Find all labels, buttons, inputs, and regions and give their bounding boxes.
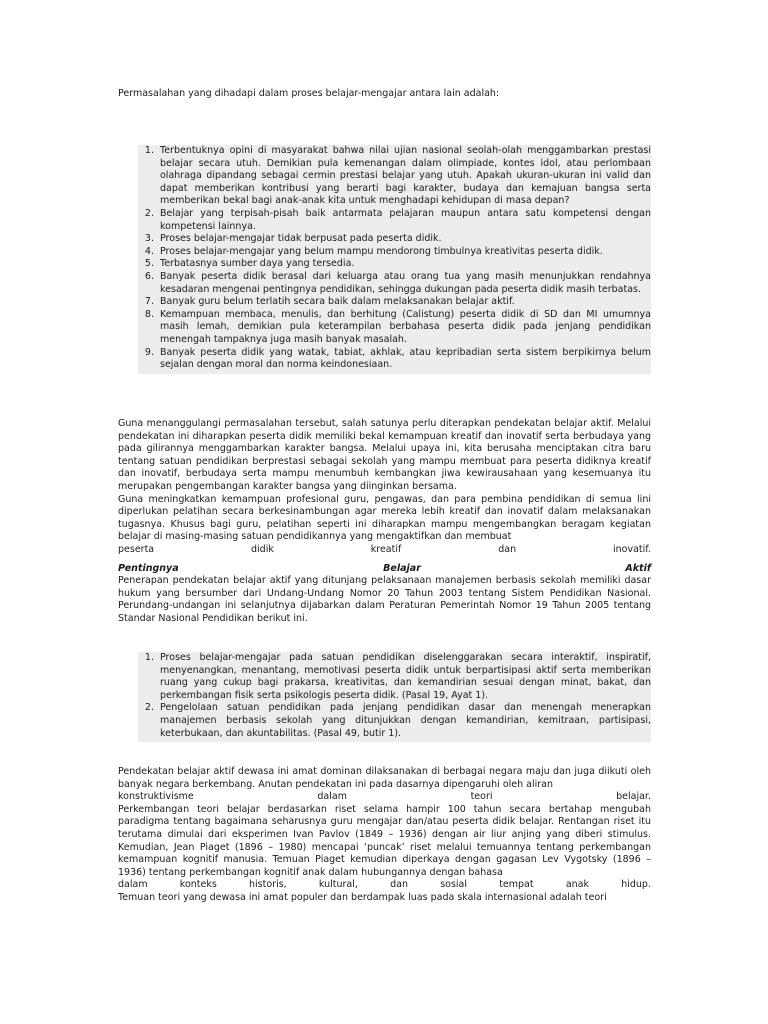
word: dalam: [118, 879, 148, 891]
paragraph: Penerapan pendekatan belajar aktif yang ditunjang pelaksanaan manajemen berbasis sekolah memiliki dasar hukum yang bersumber dari Undang-Undang Nomor 20 Tahun 2003 tentang Sistem Pendidikan Nasional. Perundang-undangan ini selanjutnya dijabarkan dalam Peraturan Pemerintah Nomor 19 Tahun 2005 tentang Standar Nasional Pendidikan berikut ini.: [118, 575, 651, 624]
list-number: 6.: [144, 270, 154, 282]
word: historis,: [249, 879, 287, 891]
paragraph: Perkembangan teori belajar berdasarkan riset selama hampir 100 tahun secara bertahap mengubah paradigma tentang bagaimana seharusnya guru mengajar dan/atau peserta didik belajar. Rentangan riset itu terutama dimulai dari eksperimen Ivan Pavlov (1849 – 1936) dengan air liur anjing yang diberi stimulus. Kemudian, Jean Piaget (1896 – 1980) mencapai ‘puncak’ riset melalui temuannya tentang perkembangan kemampuan kognitif manusia. Temuan Piaget kemudian diperkaya dengan gagasan Lev Vygotsky (1896 – 1936) tentang perkembangan kognitif anak dalam hubungannya dengan bahasa: [118, 803, 651, 878]
word: inovatif.: [612, 543, 651, 555]
word: anak: [565, 879, 589, 891]
list-item: [138, 145, 651, 208]
heading-word: Pentingnya: [118, 562, 179, 574]
list-number: 3.: [144, 233, 154, 245]
list-text: Banyak peserta didik yang watak, tabiat, akhlak, atau kepribadian serta sistem berpikirnya belum sejalan dengan moral dan norma keindonesiaan.: [160, 346, 651, 371]
word: peserta: [118, 543, 155, 555]
justified-last-line: [118, 879, 651, 892]
word: sosial: [440, 879, 467, 891]
list-number: 7.: [144, 296, 154, 308]
heading-word: Belajar: [383, 562, 421, 574]
word: hidup.: [621, 879, 651, 891]
paragraph: Pendekatan belajar aktif dewasa ini amat dominan dilaksanakan di berbagai negara maju dan juga diikuti oleh banyak negara berkembang. Anutan pendekatan ini pada dasarnya dipengaruhi oleh aliran: [118, 766, 651, 790]
justified-last-line: [118, 544, 651, 557]
list-item: [138, 208, 651, 233]
heading-word: Aktif: [625, 562, 651, 574]
list-text: Banyak guru belum terlatih secara baik dalam melaksanakan belajar aktif.: [160, 296, 515, 308]
word: kreatif: [370, 543, 402, 555]
list-number: 8.: [144, 308, 154, 320]
list-item: [138, 233, 651, 246]
problem-list: [138, 145, 651, 374]
word: didik: [251, 543, 274, 555]
word: kultural,: [318, 879, 358, 891]
word: dan: [390, 879, 408, 891]
list-item: [138, 702, 651, 740]
list-number: 4.: [144, 245, 154, 257]
list-text: Belajar yang terpisah-pisah baik antarmata pelajaran maupun antara satu kompetensi dengan kompetensi lainnya.: [160, 207, 651, 232]
word: konteks: [179, 879, 217, 891]
justified-last-line: [118, 791, 651, 804]
paragraph: Temuan teori yang dewasa ini amat populer dan berdampak luas pada skala internasional adalah teori: [118, 891, 607, 903]
list-number: 5.: [144, 258, 154, 270]
paragraph: Guna menanggulangi permasalahan tersebut, salah satunya perlu diterapkan pendekatan belajar aktif. Melalui pendekatan ini diharapkan peserta didik memiliki bekal kemampuan kreatif dan inovatif serta berbudaya yang pada gilirannya menggambarkan karakter bangsa. Melalui upaya ini, kita berusaha menciptakan citra baru tentang satuan pendidikan berprestasi sebagai sekolah yang mampu membuat para peserta didiknya kreatif dan inovatif, berbudaya serta mampu menumbuh kembangkan jiwa kewirausahaan yang kesemuanya itu merupakan pengembangan karakter bangsa yang diinginkan bersama.: [118, 418, 651, 492]
list-item: [138, 258, 651, 271]
section-heading: [118, 563, 651, 576]
list-item: [138, 271, 651, 296]
list-item: [138, 246, 651, 259]
list-number: 1.: [144, 652, 154, 663]
list-number: 9.: [144, 346, 154, 358]
word: belajar.: [616, 791, 651, 803]
list-text: Pengelolaan satuan pendidikan pada jenjang pendidikan dasar dan menengah menerapkan manajemen berbasis sekolah yang ditunjukkan dengan kemandirian, kemitraan, partisipasi, keterbukaan, dan akuntabilitas. (Pasal 49, butir 1).: [160, 702, 651, 739]
list-text: Proses belajar-mengajar tidak berpusat pada peserta didik.: [160, 233, 442, 245]
list-text: Banyak peserta didik berasal dari keluarga atau orang tua yang masih menunjukkan rendahnya kesadaran mengenai pentingnya pendidikan, sehingga dukungan pada peserta didik masih terbatas.: [160, 270, 651, 295]
section-body-2: [118, 766, 651, 905]
word: teori: [470, 791, 493, 803]
list-text: Kemampuan membaca, menulis, dan berhitung (Calistung) peserta didik di SD dan MI umumnya masih lemah, demikian pula keterampilan berbahasa peserta didik pada jenjang pendidikan menengah tampaknya juga masih banyak masalah.: [160, 308, 651, 345]
list-number: 1.: [144, 145, 154, 156]
list-text: Proses belajar-mengajar pada satuan pendidikan diselenggarakan secara interaktif, inspiratif, menyenangkan, menantang, memotivasi peserta didik untuk berpartisipasi aktif serta memberikan ruang yang cukup bagi prakarsa, kreativitas, dan kemandirian sesuai dengan minat, bakat, dan perkembangan fisik serta psikologis peserta didik. (Pasal 19, Ayat 1).: [160, 652, 651, 701]
word: dan: [498, 543, 517, 555]
regulation-list: [138, 652, 651, 742]
word: dalam: [317, 791, 347, 803]
intro-sentence: Permasalahan yang dihadapi dalam proses belajar-mengajar antara lain adalah:: [118, 88, 500, 99]
paragraph: Guna meningkatkan kemampuan profesional guru, pengawas, dan para pembina pendidikan di semua lini diperlukan pelatihan secara berkesinambungan agar mereka lebih kreatif dan inovatif dalam melaksanakan tugasnya. Khusus bagi guru, pelatihan seperti ini diharapkan mampu mengembangkan beragam kegiatan belajar di masing-masing satuan pendidikannya yang mengaktifkan dan membuat: [118, 493, 651, 543]
list-item: [138, 309, 651, 347]
list-item: [138, 296, 651, 309]
list-item: [138, 652, 651, 702]
word: tempat: [499, 879, 534, 891]
word: konstruktivisme: [118, 791, 194, 803]
list-number: 2.: [144, 207, 154, 219]
list-number: 2.: [144, 702, 154, 714]
section-body-1: [118, 418, 651, 626]
list-text: Terbentuknya opini di masyarakat bahwa nilai ujian nasional seolah-olah menggambarkan prestasi belajar secara utuh. Demikian pula kemenangan dalam olimpiade, kontes idol, atau perlombaan olahraga dipandang sebagai cermin prestasi belajar yang utuh. Apakah ukuran-ukuran ini valid dan dapat memberikan kontribusi yang berarti bagi karakter, budaya dan kemajuan bangsa serta memberikan bekal bagi anak-anak kita untuk menghadapi kehidupan di masa depan?: [160, 145, 651, 207]
list-item: [138, 347, 651, 372]
list-text: Proses belajar-mengajar yang belum mampu mendorong timbulnya kreativitas peserta didik.: [160, 245, 603, 257]
list-text: Terbatasnya sumber daya yang tersedia.: [160, 258, 355, 270]
